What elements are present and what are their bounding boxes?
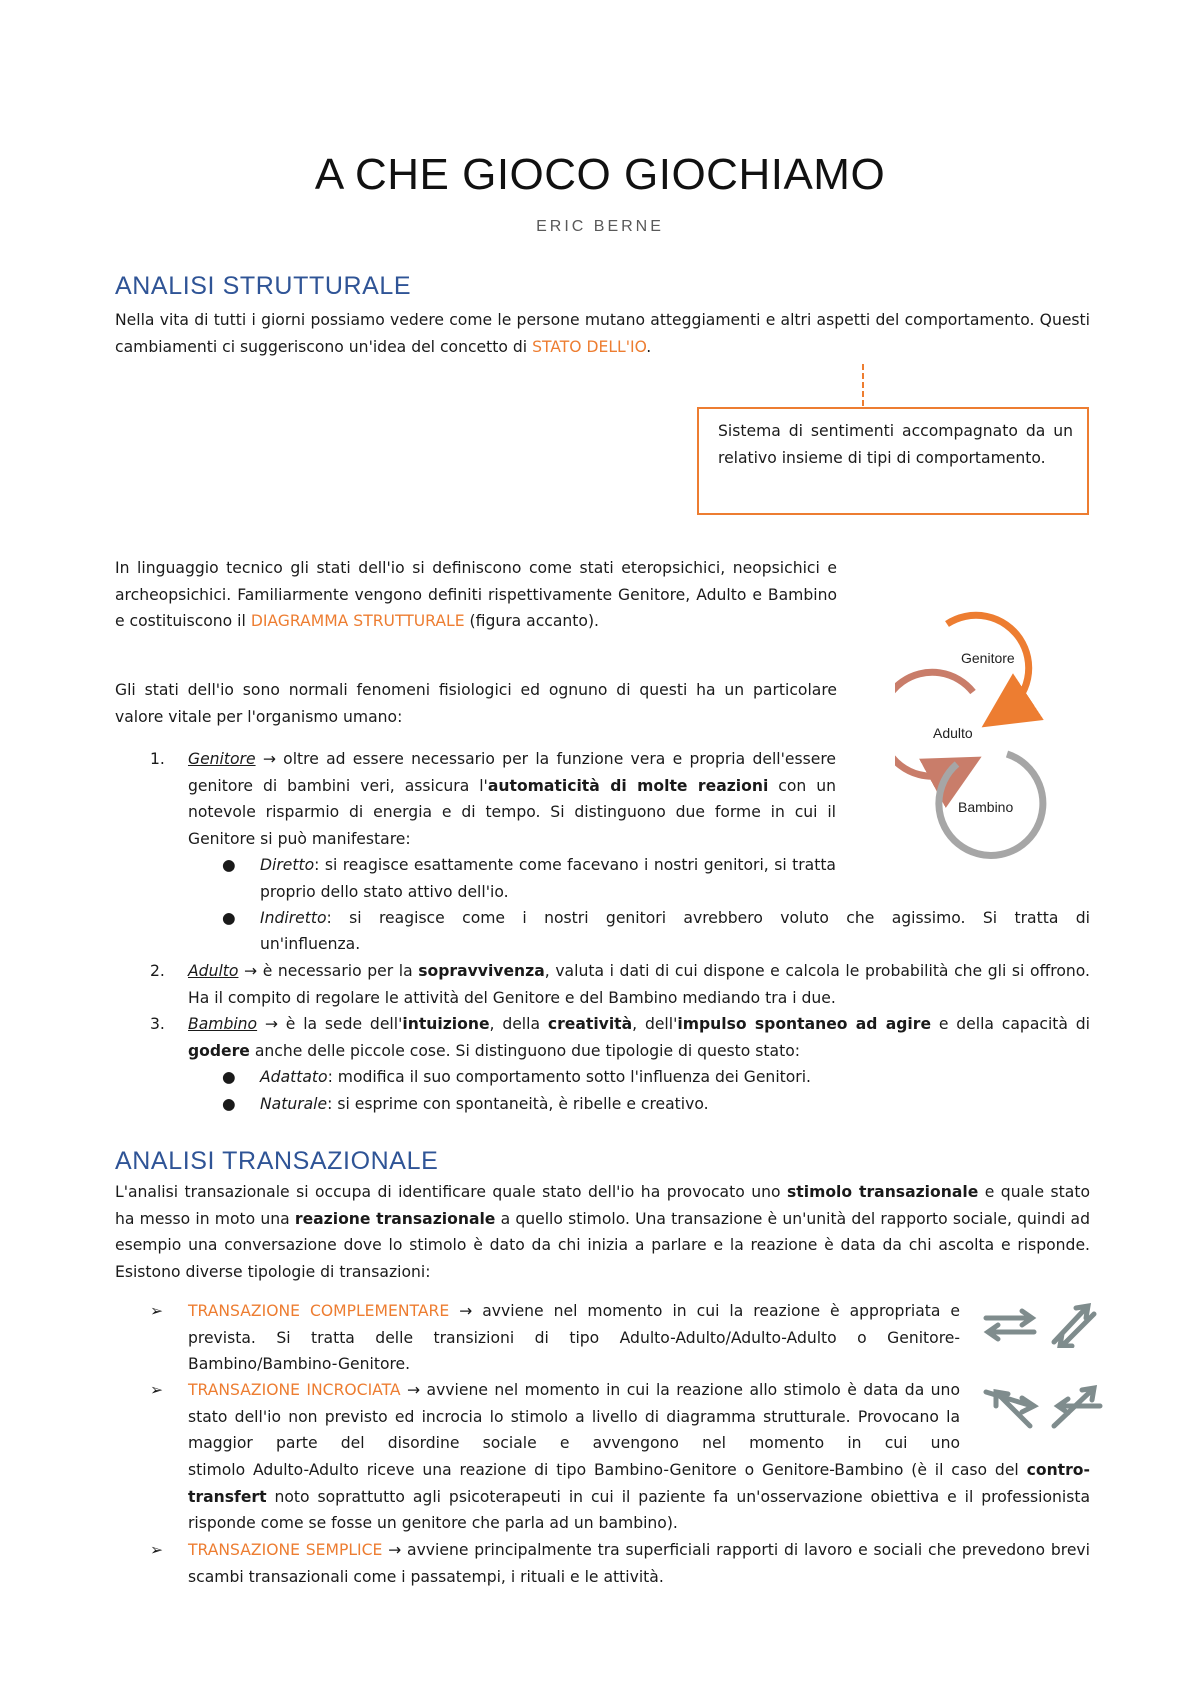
- bullet-dot: ●: [222, 1068, 236, 1086]
- definition-callout-text: Sistema di sentimenti accompagnato da un relativo insieme di tipi di comportamento.: [718, 422, 1073, 467]
- diagram-label-bambino: Bambino: [958, 799, 1014, 815]
- term-adulto: Adulto: [188, 962, 239, 980]
- structural-diagram: [895, 602, 1055, 862]
- transaction-crossed-cont: stimolo Adulto-Adulto riceve una reazione di tipo Bambino-Genitore o Genitore-Bambino (è il caso del contro-transfert noto soprattutto agli psicoterapeuti in cui il paziente fa un'osservazione obiettiva e il professionista risponde come se fosse un genitore che parla ad un bambino).: [188, 1461, 1090, 1532]
- list-item-adulto: Adulto → è necessario per la sopravvivenza, valuta i dati di cui dispone e calcola le probabilità che gli si offrono. Ha il compito di regolare le attività del Genitore e del Bambino mediando tra i due.: [188, 962, 1090, 1007]
- sub-item-indiretto: Indiretto: si reagisce come i nostri genitori avrebbero voluto che agissimo. Si tratta di: [260, 909, 1090, 927]
- list-number-1: 1.: [150, 750, 165, 768]
- ego-states-paragraph: Gli stati dell'io sono normali fenomeni fisiologici ed ognuno di questi ha un particolare valore vitale per l'organismo umano:: [115, 681, 837, 726]
- section-heading-structural: ANALISI STRUTTURALE: [115, 272, 412, 300]
- stato-dell-io-highlight: STATO DELL'IO: [532, 337, 647, 356]
- term-bambino: Bambino: [188, 1015, 258, 1033]
- parallel-diagonal-arrows-icon: [1044, 1302, 1104, 1348]
- diagram-label-genitore: Genitore: [961, 650, 1015, 666]
- label-complementary: TRANSAZIONE COMPLEMENTARE: [188, 1302, 450, 1320]
- sub-item-adattato: Adattato: modifica il suo comportamento sotto l'influenza dei Genitori.: [260, 1068, 812, 1086]
- transactional-intro-paragraph: L'analisi transazionale si occupa di identificare quale stato dell'io ha provocato uno stimolo transazionale e quale stato ha messo in moto una reazione transazionale a quello stimolo. Una transazione è un'unità del rapporto sociale, quindi ad esempio una conversazione dove lo stimolo è dato da chi inizia a parlare e la reazione è data da chi ascolta e risponde. Esistono diverse tipologie di transazioni:: [115, 1183, 1090, 1281]
- sub-item-diretto: Diretto: si reagisce esattamente come facevano i nostri genitori, si tratta proprio dello stato attivo dell'io.: [260, 856, 836, 901]
- label-simple: TRANSAZIONE SEMPLICE: [188, 1541, 383, 1559]
- crossed-arrows-icon: [980, 1384, 1040, 1430]
- arrow-bullet: ➢: [150, 1381, 164, 1399]
- diagram-label-adulto: Adulto: [933, 725, 973, 741]
- diagramma-strutturale-highlight: DIAGRAMMA STRUTTURALE: [250, 612, 465, 630]
- transaction-crossed: TRANSAZIONE INCROCIATA → avviene nel momento in cui la reazione allo stimolo è data da uno stato dell'io non previsto ed incrocia lo stimolo a livello di diagramma strutturale. Provocano la maggior parte del disordine sociale e avvengono nel momento in cui uno: [188, 1381, 960, 1452]
- list-number-2: 2.: [150, 962, 165, 980]
- crossed-diagonal-arrows-icon: [1044, 1384, 1104, 1430]
- term-genitore: Genitore: [188, 750, 256, 768]
- structural-intro-paragraph: Nella vita di tutti i giorni possiamo vedere come le persone mutano atteggiamenti e altri aspetti del comportamento. Questi cambiamenti ci suggeriscono un'idea del concetto di STATO DELL'IO.: [115, 311, 1090, 356]
- parallel-horizontal-arrows-icon: [980, 1302, 1040, 1348]
- document-author: ERIC BERNE: [536, 218, 664, 235]
- callout-connector: [862, 364, 864, 406]
- arrow-bullet: ➢: [150, 1302, 164, 1320]
- bullet-dot: ●: [222, 856, 236, 874]
- structural-diagram-paragraph: In linguaggio tecnico gli stati dell'io si definiscono come stati eteropsichici, neopsichici e archeopsichici. Familiarmente vengono definiti rispettivamente Genitore, Adulto e Bambino e costituiscono il DIAGRAMMA STRUTTURALE (figura accanto).: [115, 559, 837, 630]
- list-item-genitore: Genitore → oltre ad essere necessario per la funzione vera e propria dell'essere genitore di bambini veri, assicura l'automaticità di molte reazioni con un notevole risparmio di energia e di tempo. Si distinguono due forme in cui il Genitore si può manifestare:: [188, 750, 836, 848]
- section-heading-transactional: ANALISI TRANSAZIONALE: [115, 1147, 439, 1175]
- label-crossed: TRANSAZIONE INCROCIATA: [188, 1381, 401, 1399]
- bullet-dot: ●: [222, 1095, 236, 1113]
- sub-item-indiretto-cont: un'influenza.: [260, 935, 361, 953]
- arrow-bullet: ➢: [150, 1541, 164, 1559]
- list-number-3: 3.: [150, 1015, 165, 1033]
- list-item-bambino: Bambino → è la sede dell'intuizione, della creatività, dell'impulso spontaneo ad agire e della capacità di godere anche delle piccole cose. Si distinguono due tipologie di questo stato:: [188, 1015, 1090, 1060]
- bullet-dot: ●: [222, 909, 236, 927]
- transaction-simple: TRANSAZIONE SEMPLICE → avviene principalmente tra superficiali rapporti di lavoro e sociali che prevedono brevi scambi transazionali come i passatempi, i rituali e le attività.: [188, 1541, 1090, 1586]
- document-title: A CHE GIOCO GIOCHIAMO: [314, 150, 886, 199]
- sub-item-naturale: Naturale: si esprime con spontaneità, è ribelle e creativo.: [260, 1095, 709, 1113]
- transaction-complementary: TRANSAZIONE COMPLEMENTARE → avviene nel momento in cui la reazione è appropriata e prevista. Si tratta delle transizioni di tipo Adulto-Adulto/Adulto-Adulto o Genitore-Bambino/Bambino-Genitore.: [188, 1302, 961, 1373]
